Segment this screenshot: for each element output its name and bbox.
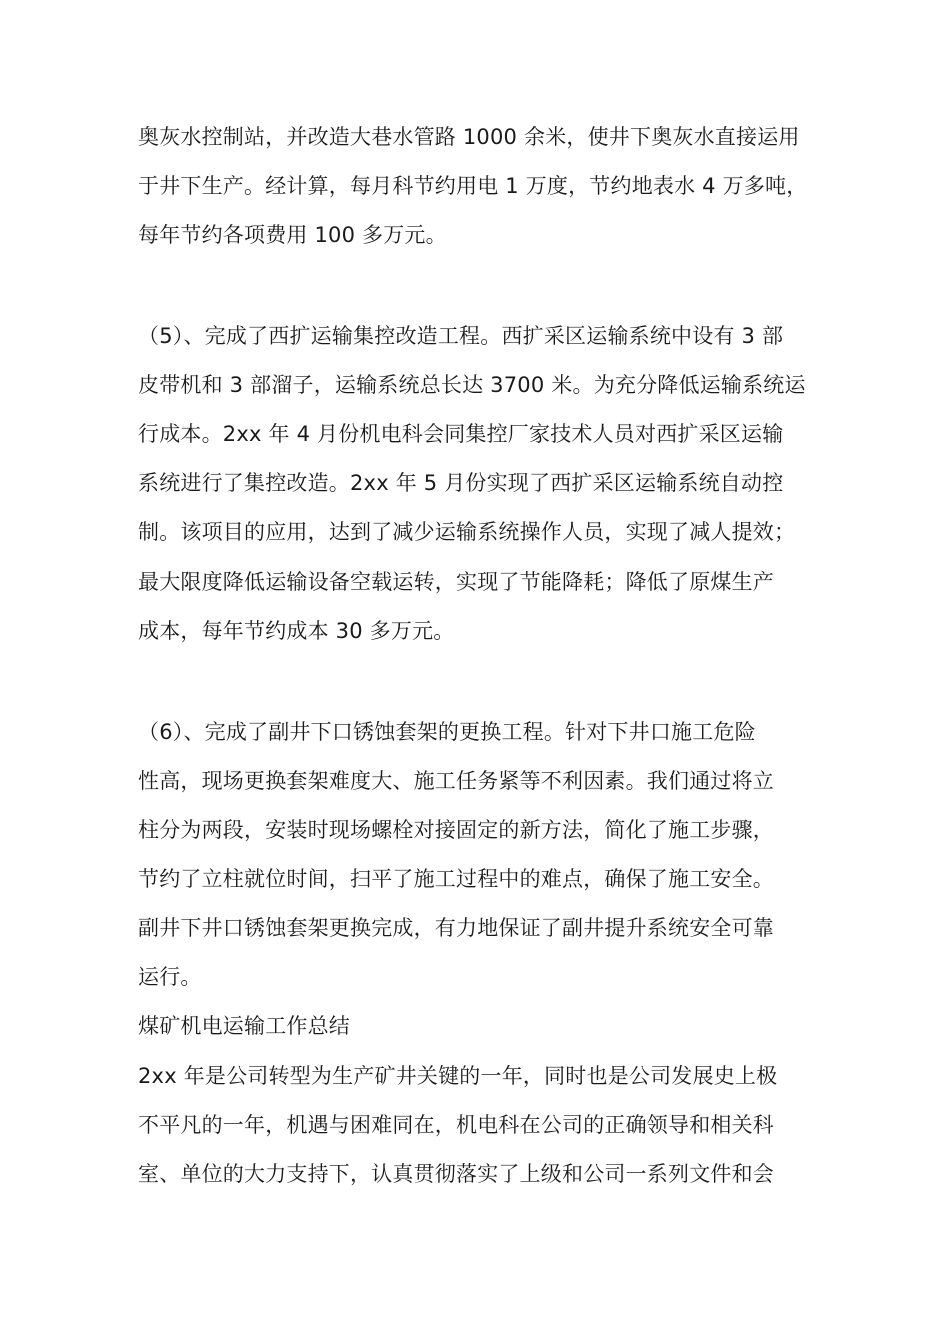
section-title: 煤矿机电运输工作总结 [138,1014,350,1038]
text-line: 不平凡的一年，机遇与困难同在，机电科在公司的正确领导和相关科 [138,1113,774,1137]
text-line: （5）、完成了西扩运输集控改造工程。西扩采区运输系统中设有 3 部 [138,324,784,348]
text-line: 奥灰水控制站，并改造大巷水管路 1000 余米，使井下奥灰水直接运用 [138,125,800,149]
text-line: 性高，现场更换套架难度大、施工任务紧等不利因素。我们通过将立 [138,769,774,793]
text-line: 成本，每年节约成本 30 多万元。 [138,619,455,643]
text-line: 柱分为两段，安装时现场螺栓对接固定的新方法，简化了施工步骤， [138,818,774,842]
text-line: 行成本。2xx 年 4 月份机电科会同集控厂家技术人员对西扩采区运输 [138,422,784,446]
text-line: 于井下生产。经计算，每月科节约用电 1 万度，节约地表水 4 万多吨， [138,174,808,198]
text-line: 皮带机和 3 部溜子，运输系统总长达 3700 米。为充分降低运输系统运 [138,373,806,397]
text-line: （6）、完成了副井下口锈蚀套架的更换工程。针对下井口施工危险 [138,720,756,744]
text-line: 运行。 [138,965,202,989]
text-line: 室、单位的大力支持下，认真贯彻落实了上级和公司一系列文件和会 [138,1162,774,1186]
text-line: 节约了立柱就位时间，扫平了施工过程中的难点，确保了施工安全。 [138,867,774,891]
text-line: 每年节约各项费用 100 多万元。 [138,223,447,247]
text-line: 制。该项目的应用，达到了减少运输系统操作人员，实现了减人提效； [138,520,796,544]
text-line: 2xx 年是公司转型为生产矿井关键的一年，同时也是公司发展史上极 [138,1064,778,1088]
text-line: 副井下井口锈蚀套架更换完成，有力地保证了副井提升系统安全可靠 [138,916,774,940]
text-line: 系统进行了集控改造。2xx 年 5 月份实现了西扩采区运输系统自动控 [138,471,784,495]
text-line: 最大限度降低运输设备空载运转，实现了节能降耗；降低了原煤生产 [138,570,774,594]
